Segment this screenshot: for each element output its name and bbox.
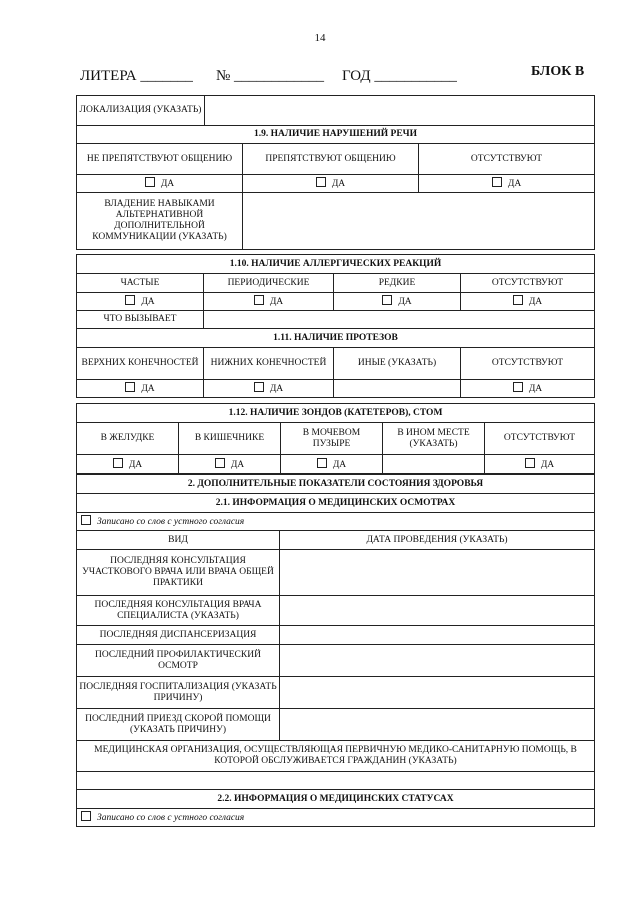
- litera-field[interactable]: ЛИТЕРА _______: [80, 68, 193, 84]
- prosthesis-col-lower: НИЖНИХ КОНЕЧНОСТЕЙ: [204, 348, 334, 380]
- exam-date-input[interactable]: [280, 677, 595, 709]
- prosthesis-col-upper: ВЕРХНИХ КОНЕЧНОСТЕЙ: [77, 348, 204, 380]
- checkbox[interactable]: [254, 382, 264, 392]
- checkbox[interactable]: [81, 811, 91, 821]
- checkbox[interactable]: [145, 177, 155, 187]
- prosthesis-check-4[interactable]: ДА: [461, 380, 595, 398]
- section-1-12-title: 1.12. НАЛИЧИЕ ЗОНДОВ (КАТЕТЕРОВ), СТОМ: [77, 404, 595, 423]
- speech-check-3[interactable]: ДА: [419, 175, 595, 193]
- exam-date-input[interactable]: [280, 626, 595, 645]
- col-date-header: ДАТА ПРОВЕДЕНИЯ (УКАЗАТЬ): [280, 531, 595, 550]
- catheter-col-stomach: В ЖЕЛУДКЕ: [77, 423, 179, 455]
- allergy-check-4[interactable]: ДА: [461, 293, 595, 311]
- exam-row-label: ПОСЛЕДНЯЯ ДИСПАНСЕРИЗАЦИЯ: [77, 626, 280, 645]
- prosthesis-col-other: ИНЫЕ (УКАЗАТЬ): [334, 348, 461, 380]
- allergy-col-absent: ОТСУТСТВУЮТ: [461, 274, 595, 293]
- exam-date-input[interactable]: [280, 709, 595, 741]
- catheter-check-2[interactable]: ДА: [179, 455, 281, 474]
- checkbox[interactable]: [125, 295, 135, 305]
- block-label: БЛОК В: [531, 64, 585, 79]
- speech-col-hinder: ПРЕПЯТСТВУЮТ ОБЩЕНИЮ: [243, 144, 419, 175]
- catheter-other-input[interactable]: [383, 455, 485, 474]
- checkbox[interactable]: [316, 177, 326, 187]
- allergy-prosthesis-table: [76, 254, 595, 398]
- exam-row-label: ПОСЛЕДНИЙ ПРИЕЗД СКОРОЙ ПОМОЩИ (УКАЗАТЬ ПРИЧИНУ): [77, 709, 280, 741]
- speech-col-absent: ОТСУТСТВУЮТ: [419, 144, 595, 175]
- catheter-col-other: В ИНОМ МЕСТЕ (УКАЗАТЬ): [383, 423, 485, 455]
- exam-date-input[interactable]: [280, 550, 595, 596]
- catheter-check-3[interactable]: ДА: [281, 455, 383, 474]
- checkbox[interactable]: [317, 458, 327, 468]
- allergy-col-frequent: ЧАСТЫЕ: [77, 274, 204, 293]
- section-2-title: 2. ДОПОЛНИТЕЛЬНЫЕ ПОКАЗАТЕЛИ СОСТОЯНИЯ ЗДОРОВЬЯ: [77, 475, 595, 494]
- section-2-1-title: 2.1. ИНФОРМАЦИЯ О МЕДИЦИНСКИХ ОСМОТРАХ: [77, 494, 595, 513]
- health-indicators-table: [76, 474, 595, 827]
- speech-check-1[interactable]: ДА: [77, 175, 243, 193]
- checkbox[interactable]: [382, 295, 392, 305]
- checkbox[interactable]: [113, 458, 123, 468]
- exam-row-label: ПОСЛЕДНЯЯ КОНСУЛЬТАЦИЯ ВРАЧА СПЕЦИАЛИСТА (УКАЗАТЬ): [77, 596, 280, 626]
- checkbox[interactable]: [525, 458, 535, 468]
- primary-care-org-input[interactable]: [77, 772, 595, 790]
- allergy-check-2[interactable]: ДА: [204, 293, 334, 311]
- section-1-10-title: 1.10. НАЛИЧИЕ АЛЛЕРГИЧЕСКИХ РЕАКЦИЙ: [77, 255, 595, 274]
- exam-row-label: ПОСЛЕДНЯЯ ГОСПИТАЛИЗАЦИЯ (УКАЗАТЬ ПРИЧИНУ): [77, 677, 280, 709]
- allergy-col-periodic: ПЕРИОДИЧЕСКИЕ: [204, 274, 334, 293]
- checkbox[interactable]: [492, 177, 502, 187]
- allergy-cause-input[interactable]: [204, 311, 595, 329]
- col-type-header: ВИД: [77, 531, 280, 550]
- allergy-col-rare: РЕДКИЕ: [334, 274, 461, 293]
- checkbox[interactable]: [254, 295, 264, 305]
- catheter-check-1[interactable]: ДА: [77, 455, 179, 474]
- section-2-2-title: 2.2. ИНФОРМАЦИЯ О МЕДИЦИНСКИХ СТАТУСАХ: [77, 790, 595, 809]
- speech-check-2[interactable]: ДА: [243, 175, 419, 193]
- catheter-check-5[interactable]: ДА: [485, 455, 595, 474]
- allergy-check-3[interactable]: ДА: [334, 293, 461, 311]
- status-consent-checkbox[interactable]: Записано со слов с устного согласия: [77, 809, 595, 827]
- section-1-11-title: 1.11. НАЛИЧИЕ ПРОТЕЗОВ: [77, 329, 595, 348]
- alt-comm-input[interactable]: [243, 193, 595, 250]
- checkbox[interactable]: [125, 382, 135, 392]
- checkbox[interactable]: [81, 515, 91, 525]
- localization-label: ЛОКАЛИЗАЦИЯ (УКАЗАТЬ): [77, 96, 205, 126]
- allergy-check-1[interactable]: ДА: [77, 293, 204, 311]
- number-field[interactable]: № ____________: [216, 68, 325, 84]
- alt-comm-label: ВЛАДЕНИЕ НАВЫКАМИ АЛЬТЕРНАТИВНОЙ ДОПОЛНИТЕЛЬНОЙ КОММУНИКАЦИИ (УКАЗАТЬ): [77, 193, 243, 250]
- exam-date-input[interactable]: [280, 596, 595, 626]
- localization-input[interactable]: [205, 96, 595, 126]
- catheter-col-intestine: В КИШЕЧНИКЕ: [179, 423, 281, 455]
- prosthesis-other-input[interactable]: [334, 380, 461, 398]
- allergy-cause-label: ЧТО ВЫЗЫВАЕТ: [77, 311, 204, 329]
- page-number: 14: [314, 32, 326, 44]
- checkbox[interactable]: [215, 458, 225, 468]
- section-1-9-title: 1.9. НАЛИЧИЕ НАРУШЕНИЙ РЕЧИ: [77, 126, 595, 144]
- primary-care-org-label: МЕДИЦИНСКАЯ ОРГАНИЗАЦИЯ, ОСУЩЕСТВЛЯЮЩАЯ ПЕРВИЧНУЮ МЕДИКО-САНИТАРНУЮ ПОМОЩЬ, В КОТОРОЙ ОБСЛУЖИВАЕТСЯ ГРАЖДАНИН (УКАЗАТЬ): [77, 741, 595, 772]
- exam-row-label: ПОСЛЕДНИЙ ПРОФИЛАКТИЧЕСКИЙ ОСМОТР: [77, 645, 280, 677]
- exam-consent-checkbox[interactable]: Записано со слов с устного согласия: [77, 513, 595, 531]
- catheter-table: [76, 403, 595, 474]
- year-field[interactable]: ГОД ___________: [342, 68, 457, 84]
- catheter-col-bladder: В МОЧЕВОМ ПУЗЫРЕ: [281, 423, 383, 455]
- exam-date-input[interactable]: [280, 645, 595, 677]
- checkbox[interactable]: [513, 295, 523, 305]
- exam-row-label: ПОСЛЕДНЯЯ КОНСУЛЬТАЦИЯ УЧАСТКОВОГО ВРАЧА ИЛИ ВРАЧА ОБЩЕЙ ПРАКТИКИ: [77, 550, 280, 596]
- catheter-col-absent: ОТСУТСТВУЮТ: [485, 423, 595, 455]
- prosthesis-check-2[interactable]: ДА: [204, 380, 334, 398]
- speech-col-not-hinder: НЕ ПРЕПЯТСТВУЮТ ОБЩЕНИЮ: [77, 144, 243, 175]
- checkbox[interactable]: [513, 382, 523, 392]
- prosthesis-col-absent: ОТСУТСТВУЮТ: [461, 348, 595, 380]
- prosthesis-check-1[interactable]: ДА: [77, 380, 204, 398]
- speech-table: [76, 95, 595, 250]
